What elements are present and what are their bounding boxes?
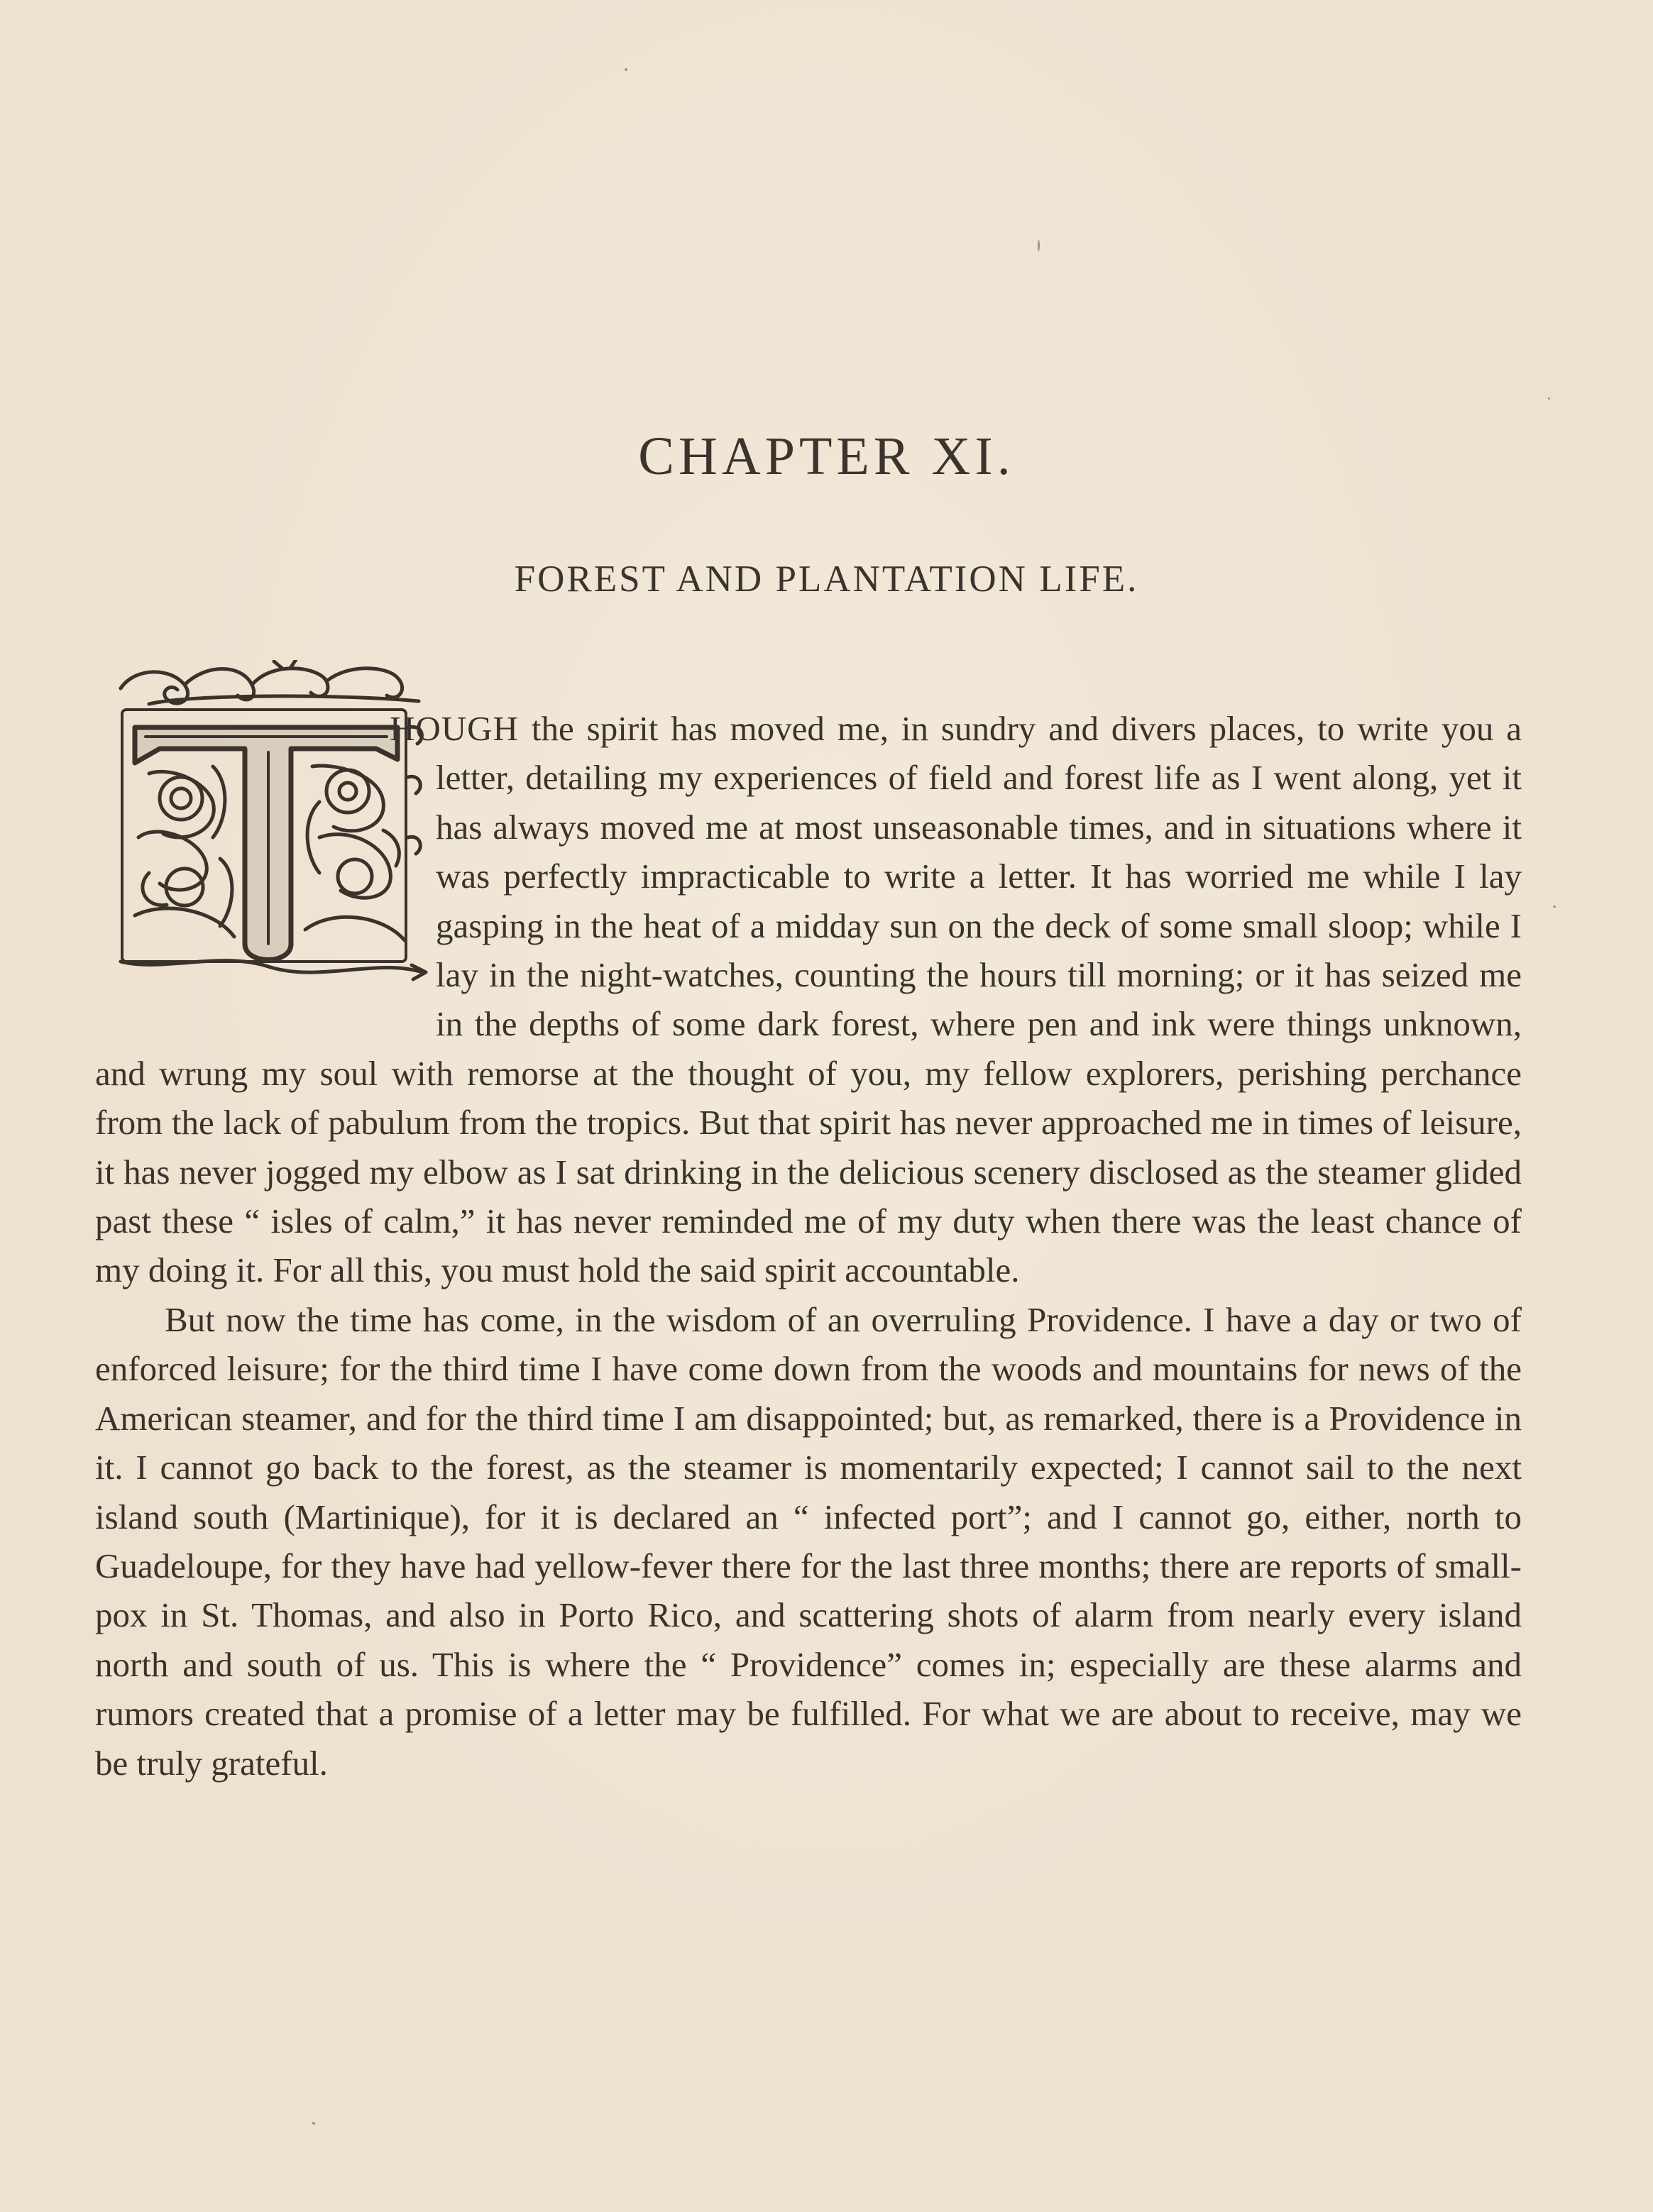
paper-speck <box>1548 397 1550 400</box>
chapter-subtitle: FOREST AND PLANTATION LIFE. <box>514 558 1139 600</box>
body-text <box>95 704 1522 1788</box>
paper-speck <box>312 2122 315 2125</box>
paragraph-1-text: the spirit has moved me, in sundry and divers places, to write you a letter, detailing my experiences of field and forest life as I went along, yet it has always moved me at most unseasonable times, and in situations where it was perfectly impracticable to write a letter. It has worried me while I lay gasping in the heat of a midday sun on the deck of some small sloop; while I lay in the night-watches, counting the hours till morning; or it has seized me in the depths of some dark forest, where pen and ink were things unknown, and wrung my soul with remorse at the thought of you, my fellow explorers, perishing perchance from the lack of pabulum from the tropics. But that spirit has never approached me in times of leisure, it has never jogged my elbow as I sat drinking in the delicious scenery disclosed as the steamer glided past these “ isles of calm,” it has never reminded me of my duty when there was the least chance of my doing it. For all this, you must hold the said spirit accountable. <box>95 709 1522 1290</box>
paragraph-2: But now the time has come, in the wisdom of an overruling Providence. I have a day or two of enforced leisure; for the third time I have come down from the woods and mountains for news of the American steamer, and for the third time I am disappointed; but, as remarked, there is a Providence in it. I cannot go back to the forest, as the steamer is momentarily expected; I cannot sail to the next island south (Martinique), for it is declared an “ infected port”; and I cannot go, either, north to Guadeloupe, for they have had yellow-fever there for the last three months; there are reports of small-pox in St. Thomas, and also in Porto Rico, and scattering shots of alarm from nearly every island north and south of us. This is where the “ Providence” comes in; especially are these alarms and rumors created that a promise of a letter may be fulfilled. For what we are about to receive, may we be truly grateful. <box>95 1299 1522 1783</box>
drop-cap-lead-word: HOUGH <box>390 709 519 748</box>
paper-speck <box>1038 240 1040 251</box>
paper-speck <box>625 68 627 71</box>
chapter-title: CHAPTER XI. <box>638 427 1015 486</box>
paragraph-1 <box>95 704 1522 1295</box>
paper-speck <box>1553 906 1556 908</box>
